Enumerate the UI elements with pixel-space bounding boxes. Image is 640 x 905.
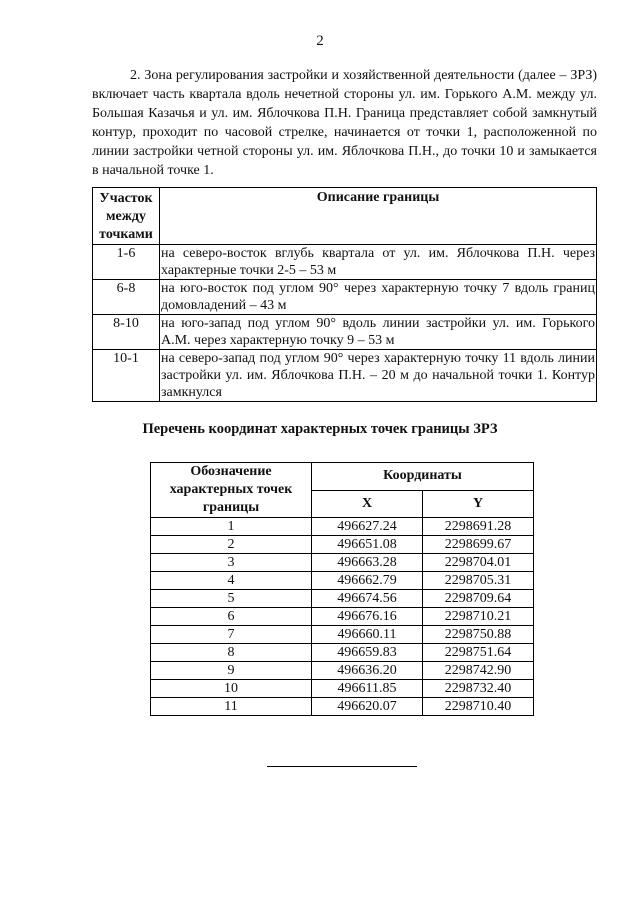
- coords-x: 496662.79: [312, 572, 423, 590]
- coords-y: 2298750.88: [423, 626, 534, 644]
- coords-x: 496676.16: [312, 608, 423, 626]
- coords-row: [151, 590, 534, 608]
- coords-point: 5: [151, 590, 312, 608]
- coords-header-row: [151, 463, 534, 491]
- coords-row: [151, 626, 534, 644]
- boundary-row: [93, 315, 597, 350]
- coords-y: 2298751.64: [423, 644, 534, 662]
- coords-title: Перечень координат характерных точек границы ЗРЗ: [142, 421, 498, 437]
- coords-x: 496660.11: [312, 626, 423, 644]
- coords-point: 2: [151, 536, 312, 554]
- boundary-section: 10-1: [93, 350, 160, 402]
- coords-point: 3: [151, 554, 312, 572]
- coords-row: [151, 680, 534, 698]
- boundary-row: [93, 245, 597, 280]
- coords-x: 496651.08: [312, 536, 423, 554]
- coords-row: [151, 554, 534, 572]
- coords-y: 2298691.28: [423, 518, 534, 536]
- boundary-table: [92, 187, 597, 402]
- coords-y: 2298732.40: [423, 680, 534, 698]
- coords-point: 10: [151, 680, 312, 698]
- coords-x: 496674.56: [312, 590, 423, 608]
- coords-point: 6: [151, 608, 312, 626]
- boundary-row: [93, 350, 597, 402]
- coords-row: [151, 698, 534, 716]
- boundary-section: 6-8: [93, 280, 160, 315]
- coords-row: [151, 644, 534, 662]
- coords-y: 2298705.31: [423, 572, 534, 590]
- coords-x: 496627.24: [312, 518, 423, 536]
- coords-y: 2298699.67: [423, 536, 534, 554]
- coords-row: [151, 518, 534, 536]
- intro-paragraph: 2. Зона регулирования застройки и хозяйственной деятельности (далее – ЗРЗ) включает часть квартала вдоль нечетной стороны ул. им. Горького А.М. между ул. Большая Казачья и ул. им. Яблочкова П.Н. Граница представляет собой замкнутый контур, проходит по часовой стрелке, начинается от точки 1, расположенной по линии застройки четной стороны ул. им. Яблочкова П.Н., до точки 10 и замыкается в начальной точке 1.: [92, 68, 597, 178]
- coords-x: 496659.83: [312, 644, 423, 662]
- page-number: 2: [316, 33, 324, 49]
- coords-row: [151, 662, 534, 680]
- coords-x: 496611.85: [312, 680, 423, 698]
- boundary-description: на юго-запад под углом 90° вдоль линии застройки ул. им. Горького А.М. через характерную точку 9 – 53 м: [161, 316, 595, 348]
- boundary-header-section: Участок между точками: [93, 188, 160, 245]
- coords-x: 496636.20: [312, 662, 423, 680]
- coords-point: 9: [151, 662, 312, 680]
- coords-point: 1: [151, 518, 312, 536]
- coords-x: 496663.28: [312, 554, 423, 572]
- boundary-section: 1-6: [93, 245, 160, 280]
- coords-y: 2298704.01: [423, 554, 534, 572]
- coords-y: 2298710.40: [423, 698, 534, 716]
- coords-header-coordinates: Координаты: [312, 463, 534, 491]
- coords-y: 2298709.64: [423, 590, 534, 608]
- boundary-section: 8-10: [93, 315, 160, 350]
- boundary-row: [93, 280, 597, 315]
- coords-table: [150, 462, 534, 716]
- coords-point: 4: [151, 572, 312, 590]
- coords-header-point: Обозначение характерных точек границы: [151, 463, 312, 518]
- boundary-description: на юго-восток под углом 90° через характерную точку 7 вдоль границ домовладений – 43 м: [161, 281, 595, 313]
- boundary-header-row: [93, 188, 597, 245]
- coords-header-y: Y: [423, 490, 534, 518]
- coords-point: 11: [151, 698, 312, 716]
- coords-row: [151, 608, 534, 626]
- coords-y: 2298710.21: [423, 608, 534, 626]
- coords-x: 496620.07: [312, 698, 423, 716]
- closing-rule: [267, 766, 417, 767]
- coords-point: 7: [151, 626, 312, 644]
- coords-point: 8: [151, 644, 312, 662]
- coords-y: 2298742.90: [423, 662, 534, 680]
- boundary-description: на северо-восток вглубь квартала от ул. им. Яблочкова П.Н. через характерные точки 2-5 – 53 м: [161, 246, 595, 278]
- coords-row: [151, 536, 534, 554]
- boundary-header-description: Описание границы: [160, 188, 597, 245]
- coords-header-x: X: [312, 490, 423, 518]
- boundary-description: на северо-запад под углом 90° через характерную точку 11 вдоль линии застройки ул. им. Яблочкова П.Н. – 20 м до начальной точки 1. Контур замкнулся: [161, 351, 595, 400]
- coords-row: [151, 572, 534, 590]
